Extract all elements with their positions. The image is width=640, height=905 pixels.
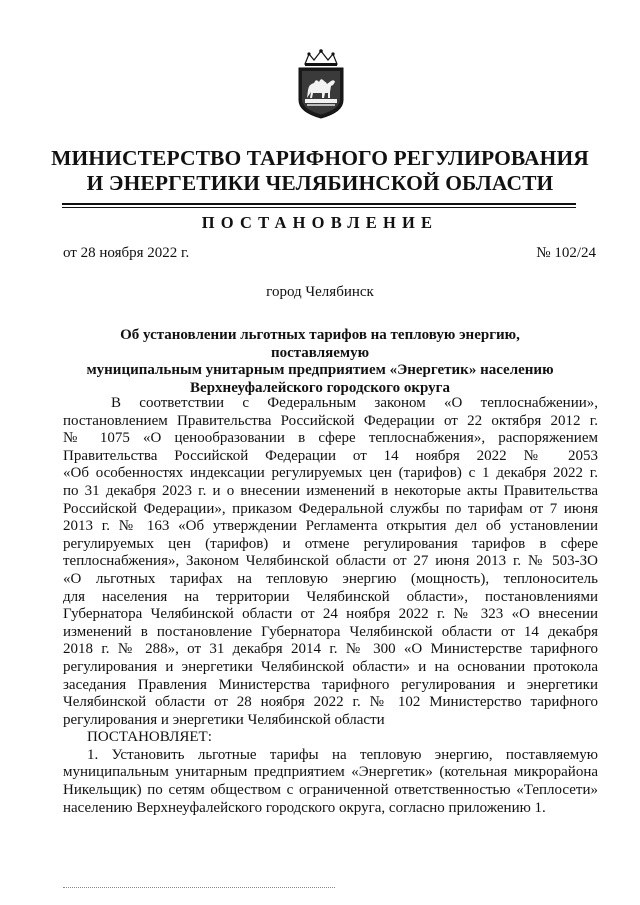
subject-line: Верхнеуфалейского городского округа [190, 379, 450, 396]
coat-of-arms-icon [295, 48, 347, 120]
preamble-line: Губернатора Челябинской области от 24 ноября 2022 г. № 323 «О внесении [63, 606, 598, 623]
footer-dotted-line [63, 887, 335, 888]
item-1-paragraph [63, 747, 598, 817]
preamble-line: «О льготных тарифах на тепловую энергию (мощность), теплоноситель [63, 570, 598, 587]
ministry-name [40, 146, 600, 196]
preamble-line: регулирования и энергетики Челябинской области [63, 711, 385, 728]
preamble-line: Челябинской области от 28 ноября 2022 г. № 102 Министерство тарифного [63, 694, 598, 711]
item-1-line: населению Верхнеуфалейского городского округа, согласно приложению 1. [63, 799, 546, 816]
preamble-line: 2018 г. № 288», от 31 декабря 2014 г. № 300 «О Министерстве тарифного [63, 641, 598, 658]
preamble-line: постановлением Правительства Российской Федерации от 22 октября 2012 г. [63, 412, 598, 429]
preamble-line: теплоснабжения», Законом Челябинской области от 27 июня 2013 г. № 503-ЗО [63, 553, 598, 570]
subject-line: муниципальным унитарным предприятием «Энергетик» населению [86, 362, 554, 378]
preamble-line: регулирования и энергетики Челябинской области» и на основании протокола [63, 658, 598, 675]
ministry-line-2: И ЭНЕРГЕТИКИ ЧЕЛЯБИНСКОЙ ОБЛАСТИ [86, 171, 554, 195]
item-1-line: 1. Установить льготные тарифы на тепловую энергию, поставляемую [87, 746, 598, 763]
preamble-line: заседания Правления Министерства тарифного регулирования и энергетики [63, 676, 598, 693]
preamble-line: 2013 г. № 163 «Об утверждении Регламента открытия дел об установлении [63, 518, 598, 535]
header-rule-thick [62, 203, 576, 205]
header-rule-thin [62, 207, 576, 208]
subject-line: Об установлении льготных тарифов на тепловую энергию, поставляемую [120, 327, 520, 361]
preamble-line: «Об особенностях индексации регулируемых цен (тарифов) с 1 декабря 2022 г. [63, 465, 598, 482]
document-city: город Челябинск [266, 284, 374, 300]
item-1-line: муниципальным унитарным предприятием «Энергетик» (котельная микрорайона [63, 764, 598, 781]
item-1-line: Никельщик) по сетям обществом с ограниченной ответственностью «Теплосети» [63, 782, 598, 799]
document-date: от 28 ноября 2022 г. [63, 245, 190, 261]
preamble-line: изменений в постановление Губернатора Челябинской области от 14 декабря [63, 623, 598, 640]
preamble-paragraph [63, 395, 598, 729]
preamble-line: Российской Федерации», приказом Федеральной службы по тарифам от 7 июня [63, 500, 598, 517]
preamble-line: № 1075 «О ценообразовании в сфере теплоснабжения», распоряжением [63, 430, 598, 447]
preamble-line: по 31 декабря 2023 г. и о внесении изменений в некоторые акты Правительства [63, 482, 598, 499]
preamble-line: В соответствии с Федеральным законом «О теплоснабжении», [111, 395, 598, 411]
resolves-heading: ПОСТАНОВЛЯЕТ: [87, 729, 212, 746]
document-number: № 102/24 [536, 245, 596, 261]
ministry-line-1: МИНИСТЕРСТВО ТАРИФНОГО РЕГУЛИРОВАНИЯ [51, 146, 589, 170]
document-body [63, 395, 598, 817]
document-type: ПОСТАНОВЛЕНИЕ [201, 213, 439, 232]
preamble-line: Правительства Российской Федерации от 14 ноября 2022 № 2053 [63, 447, 598, 464]
preamble-line: регулируемых цен (тарифов) и отмене регулирования тарифов в сфере [63, 535, 598, 552]
document-subject [70, 327, 570, 397]
preamble-line: для населения на территории Челябинской области», постановлениями [63, 588, 598, 605]
